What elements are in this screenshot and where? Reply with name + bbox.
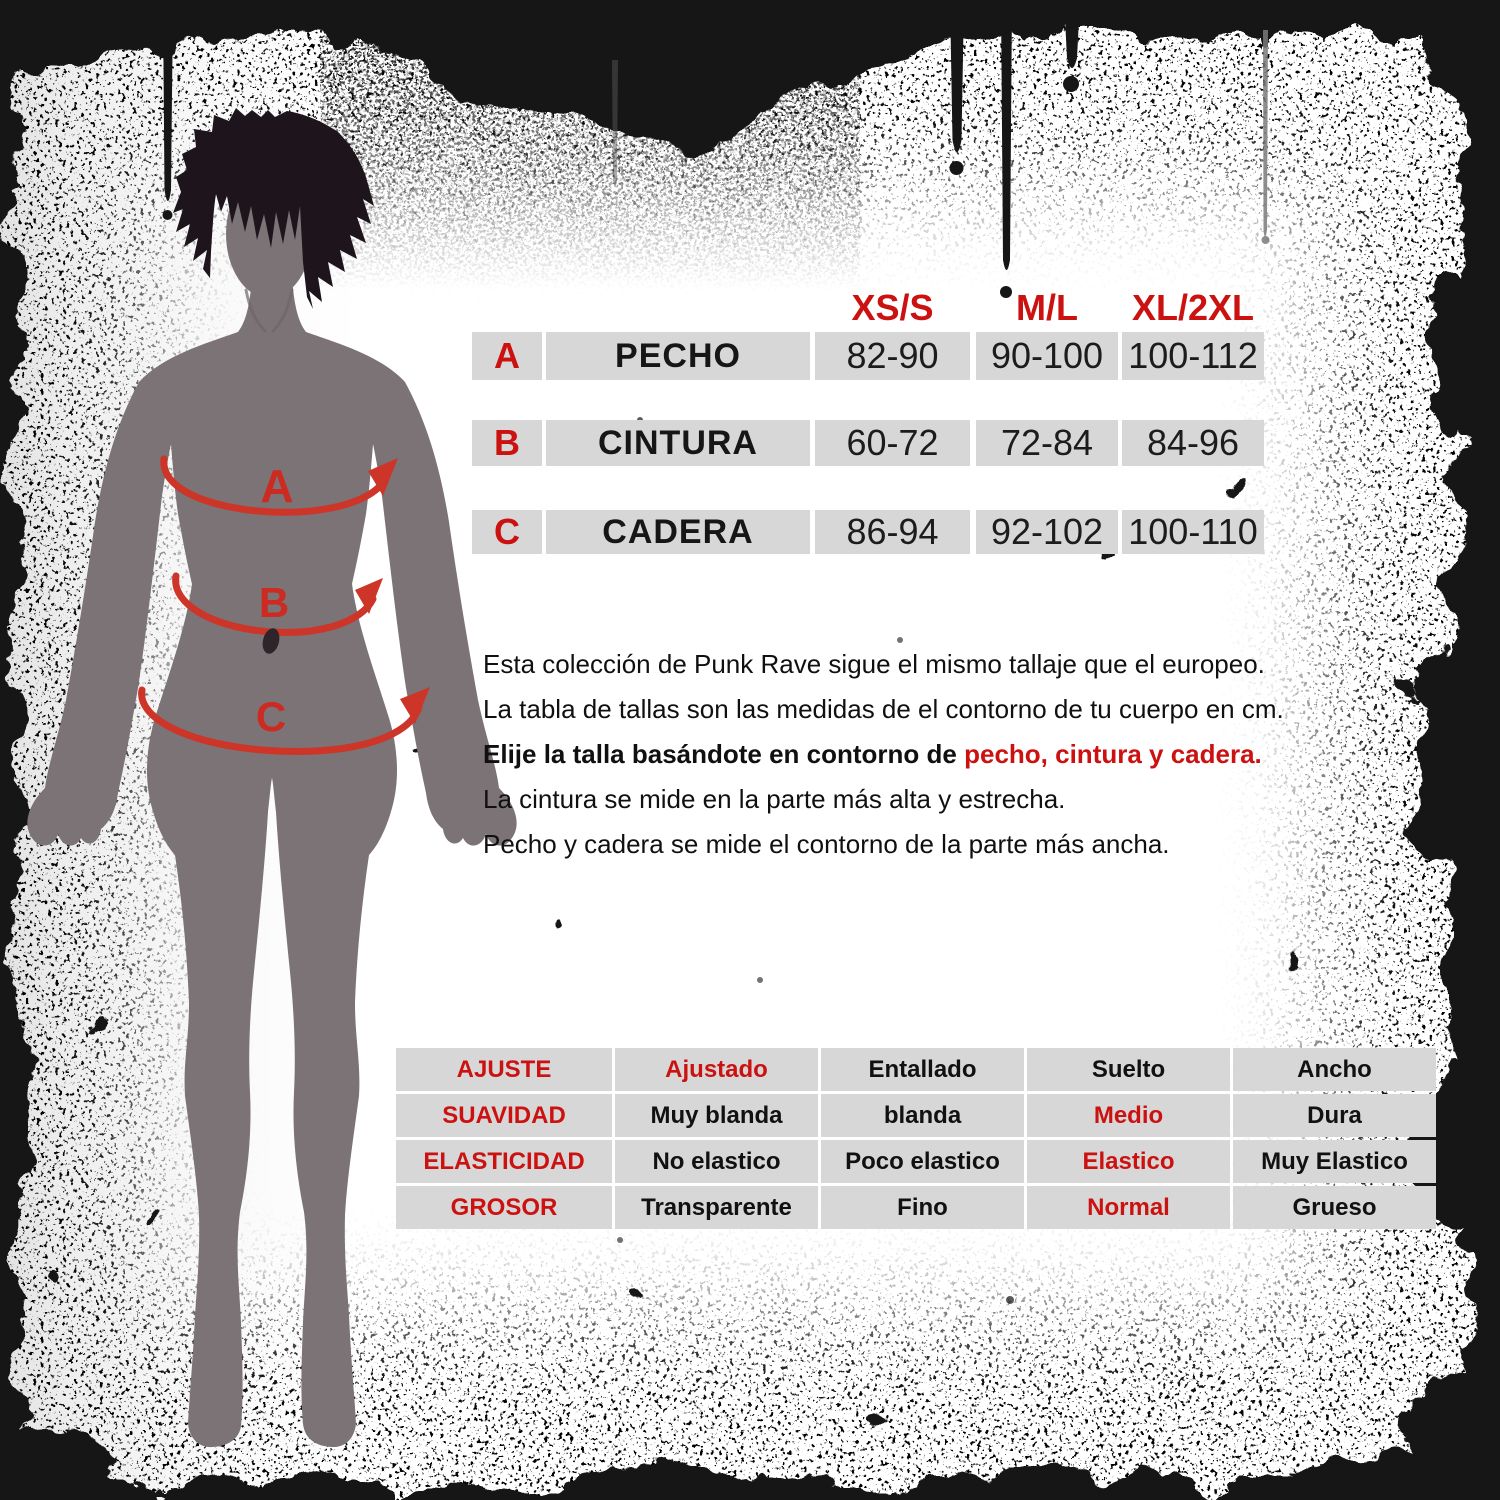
- note-line: Pecho y cadera se mide el contorno de la parte más ancha.: [483, 829, 1170, 859]
- elasticidad-value: Muy Elastico: [1233, 1140, 1436, 1183]
- note-line-emphasis: [483, 732, 1443, 777]
- suavidad-value: blanda: [821, 1094, 1024, 1137]
- cadera-xs-s-value: 86-94: [815, 510, 970, 554]
- size-table-row-cintura: [472, 420, 1264, 466]
- row-label: PECHO: [546, 332, 810, 380]
- body-silhouette: [27, 278, 516, 1447]
- pecho-xl-2xl-value: 100-112: [1122, 332, 1264, 380]
- note-line: Esta colección de Punk Rave sigue el mismo tallaje que el europeo.: [483, 649, 1265, 679]
- cadera-m-l-value: 92-102: [976, 510, 1118, 554]
- note-bold-text: Elije la talla basándote en contorno de: [483, 739, 965, 769]
- cintura-xs-s-value: 60-72: [815, 420, 970, 466]
- suavidad-value: Medio: [1027, 1094, 1230, 1137]
- row-letter: A: [472, 332, 542, 380]
- row-letter: C: [472, 510, 542, 554]
- note-line: La tabla de tallas son las medidas de el contorno de tu cuerpo en cm.: [483, 694, 1284, 724]
- size-header-xl-2xl: XL/2XL: [1131, 287, 1255, 328]
- size-table-header: [472, 288, 1264, 328]
- note-line: La cintura se mide en la parte más alta y estrecha.: [483, 784, 1066, 814]
- attr-row-label: ELASTICIDAD: [396, 1140, 612, 1183]
- elasticidad-value: Elastico: [1027, 1140, 1230, 1183]
- pecho-m-l-value: 90-100: [976, 332, 1118, 380]
- attr-row-label: SUAVIDAD: [396, 1094, 612, 1137]
- size-header-m-l: M/L: [1016, 287, 1078, 328]
- note-red-text: pecho, cintura y cadera.: [964, 739, 1262, 769]
- size-table-row-pecho: [472, 332, 1264, 380]
- grosor-value: Transparente: [615, 1186, 818, 1229]
- suavidad-value: Dura: [1233, 1094, 1436, 1137]
- row-label: CADERA: [546, 510, 810, 554]
- waist-arc-arrowhead: [355, 578, 383, 614]
- grosor-value: Fino: [821, 1186, 1024, 1229]
- elasticidad-value: No elastico: [615, 1140, 818, 1183]
- hip-arc-label: C: [255, 693, 287, 740]
- elasticidad-value: Poco elastico: [821, 1140, 1024, 1183]
- bust-arc-label: A: [260, 460, 294, 512]
- grosor-value: Grueso: [1233, 1186, 1436, 1229]
- fabric-attributes-table: [396, 1048, 1436, 1229]
- grosor-value: Normal: [1027, 1186, 1230, 1229]
- attr-row-label: GROSOR: [396, 1186, 612, 1229]
- ajuste-value: Ajustado: [615, 1048, 818, 1091]
- row-letter: B: [472, 420, 542, 466]
- ajuste-value: Ancho: [1233, 1048, 1436, 1091]
- waist-arc-label: B: [258, 579, 290, 626]
- ajuste-value: Entallado: [821, 1048, 1024, 1091]
- attr-row-label: AJUSTE: [396, 1048, 612, 1091]
- pecho-xs-s-value: 82-90: [815, 332, 970, 380]
- size-header-spacer: [472, 288, 815, 328]
- cintura-xl-2xl-value: 84-96: [1122, 420, 1264, 466]
- sizing-notes: [483, 642, 1443, 867]
- size-header-xs-s: XS/S: [851, 287, 934, 328]
- cintura-m-l-value: 72-84: [976, 420, 1118, 466]
- ajuste-value: Suelto: [1027, 1048, 1230, 1091]
- suavidad-value: Muy blanda: [615, 1094, 818, 1137]
- size-table-row-cadera: [472, 510, 1264, 554]
- cadera-xl-2xl-value: 100-110: [1122, 510, 1264, 554]
- row-label: CINTURA: [546, 420, 810, 466]
